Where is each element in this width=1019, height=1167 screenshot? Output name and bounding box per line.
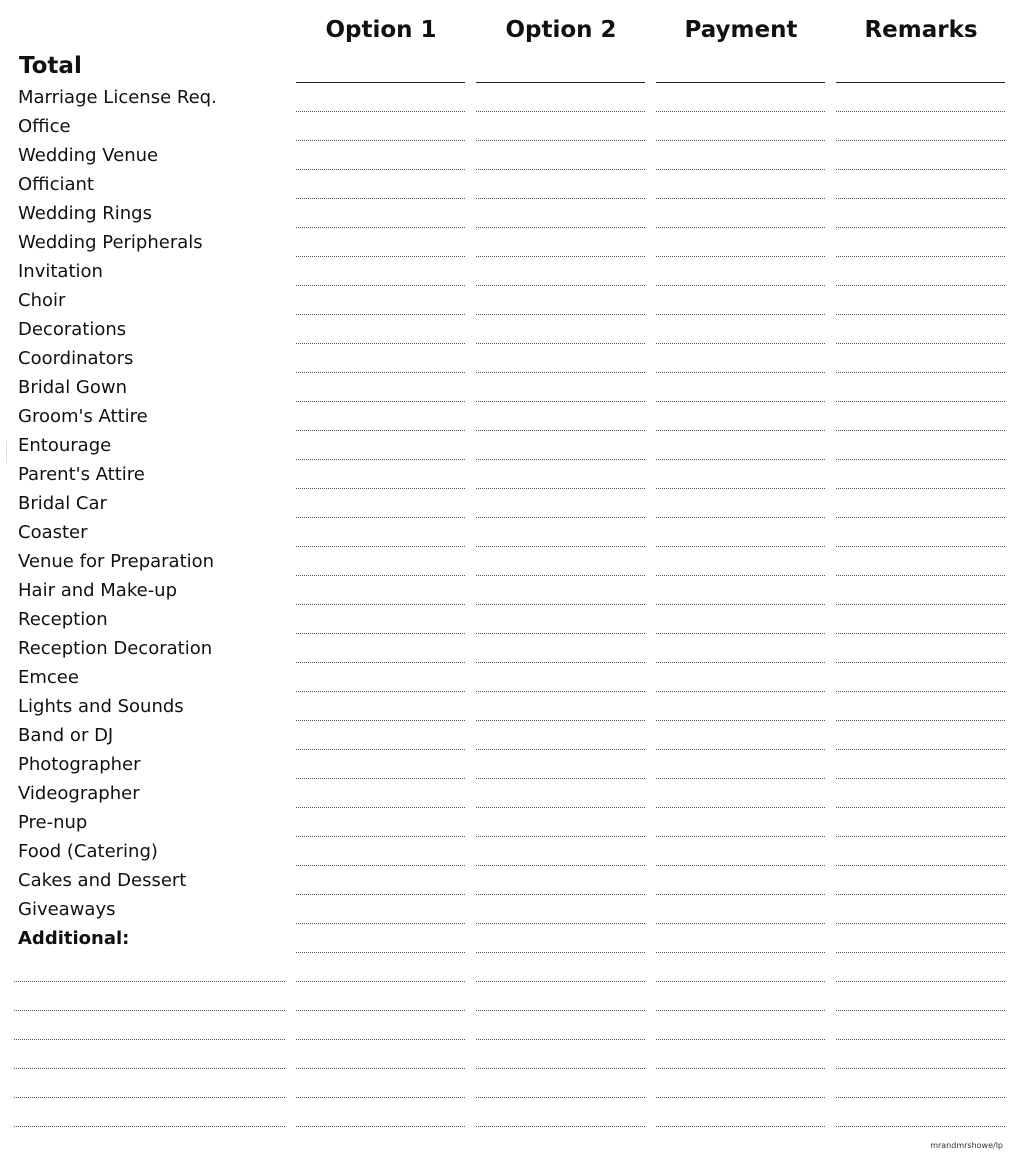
entry-line[interactable] — [656, 749, 825, 750]
entry-line[interactable] — [476, 111, 645, 112]
entry-line[interactable] — [476, 1068, 645, 1069]
entry-line[interactable] — [296, 198, 465, 199]
entry-line[interactable] — [296, 343, 465, 344]
item-label: Officiant — [18, 174, 94, 195]
entry-line[interactable] — [836, 1126, 1005, 1127]
item-label: Bridal Gown — [18, 377, 128, 398]
entry-line[interactable] — [836, 923, 1005, 924]
entry-line[interactable] — [656, 923, 825, 924]
entry-line[interactable] — [476, 1097, 645, 1098]
total-entry-line[interactable] — [476, 82, 645, 83]
entry-line[interactable] — [296, 314, 465, 315]
entry-line[interactable] — [296, 691, 465, 692]
entry-line[interactable] — [296, 1097, 465, 1098]
entry-line[interactable] — [836, 256, 1005, 257]
entry-line[interactable] — [836, 1039, 1005, 1040]
item-label: Entourage — [18, 435, 112, 456]
entry-line[interactable] — [476, 343, 645, 344]
entry-line[interactable] — [296, 575, 465, 576]
entry-line[interactable] — [656, 1126, 825, 1127]
item-label: Groom's Attire — [18, 406, 148, 427]
item-label: Wedding Rings — [18, 203, 152, 224]
entry-line[interactable] — [296, 401, 465, 402]
total-entry-line[interactable] — [836, 82, 1005, 83]
entry-line[interactable] — [836, 952, 1005, 953]
item-label: Parent's Attire — [18, 464, 145, 485]
item-label: Invitation — [18, 261, 103, 282]
additional-item-line[interactable] — [14, 981, 285, 982]
item-label: Coordinators — [18, 348, 134, 369]
entry-line[interactable] — [296, 430, 465, 431]
entry-line[interactable] — [296, 952, 465, 953]
entry-line[interactable] — [476, 836, 645, 837]
entry-line[interactable] — [656, 952, 825, 953]
item-label: Marriage License Req. — [18, 87, 217, 108]
entry-line[interactable] — [836, 981, 1005, 982]
item-label: Band or DJ — [18, 725, 114, 746]
entry-line[interactable] — [656, 430, 825, 431]
entry-line[interactable] — [656, 575, 825, 576]
column-header-option-1: Option 1 — [325, 17, 437, 43]
additional-item-line[interactable] — [14, 1039, 285, 1040]
entry-line[interactable] — [656, 517, 825, 518]
item-label: Coaster — [18, 522, 88, 543]
item-label: Office — [18, 116, 71, 137]
entry-line[interactable] — [656, 778, 825, 779]
item-label: Wedding Peripherals — [18, 232, 203, 253]
entry-line[interactable] — [656, 1010, 825, 1011]
entry-line[interactable] — [476, 807, 645, 808]
entry-line[interactable] — [296, 1039, 465, 1040]
entry-line[interactable] — [836, 575, 1005, 576]
entry-line[interactable] — [836, 604, 1005, 605]
entry-line[interactable] — [656, 546, 825, 547]
entry-line[interactable] — [476, 314, 645, 315]
item-label: Choir — [18, 290, 66, 311]
entry-line[interactable] — [296, 169, 465, 170]
additional-item-line[interactable] — [14, 1097, 285, 1098]
entry-line[interactable] — [296, 256, 465, 257]
entry-line[interactable] — [836, 401, 1005, 402]
entry-line[interactable] — [476, 488, 645, 489]
entry-line[interactable] — [476, 517, 645, 518]
entry-line[interactable] — [836, 459, 1005, 460]
entry-line[interactable] — [656, 169, 825, 170]
item-label: Lights and Sounds — [18, 696, 184, 717]
item-label: Bridal Car — [18, 493, 107, 514]
entry-line[interactable] — [656, 894, 825, 895]
entry-line[interactable] — [656, 633, 825, 634]
entry-line[interactable] — [656, 285, 825, 286]
column-header-remarks: Remarks — [864, 17, 978, 43]
total-label: Total — [19, 53, 82, 79]
total-entry-line[interactable] — [296, 82, 465, 83]
entry-line[interactable] — [476, 430, 645, 431]
entry-line[interactable] — [836, 720, 1005, 721]
entry-line[interactable] — [836, 633, 1005, 634]
entry-line[interactable] — [476, 372, 645, 373]
entry-line[interactable] — [836, 894, 1005, 895]
entry-line[interactable] — [296, 488, 465, 489]
entry-line[interactable] — [296, 633, 465, 634]
item-label: Venue for Preparation — [18, 551, 215, 572]
item-label: Reception — [18, 609, 108, 630]
item-label: Pre-nup — [18, 812, 88, 833]
column-header-option-2: Option 2 — [505, 17, 617, 43]
entry-line[interactable] — [476, 923, 645, 924]
entry-line[interactable] — [476, 662, 645, 663]
entry-line[interactable] — [836, 227, 1005, 228]
entry-line[interactable] — [476, 140, 645, 141]
entry-line[interactable] — [836, 662, 1005, 663]
entry-line[interactable] — [656, 662, 825, 663]
entry-line[interactable] — [836, 691, 1005, 692]
entry-line[interactable] — [836, 140, 1005, 141]
entry-line[interactable] — [476, 981, 645, 982]
additional-label: Additional: — [18, 928, 130, 949]
entry-line[interactable] — [836, 430, 1005, 431]
footer-credit: mrandmrshowe/lp — [930, 1141, 1003, 1150]
entry-line[interactable] — [296, 285, 465, 286]
item-label: Decorations — [18, 319, 127, 340]
entry-line[interactable] — [476, 749, 645, 750]
entry-line[interactable] — [836, 314, 1005, 315]
entry-line[interactable] — [476, 1039, 645, 1040]
entry-line[interactable] — [656, 691, 825, 692]
column-header-payment: Payment — [684, 17, 798, 43]
entry-line[interactable] — [836, 517, 1005, 518]
item-label: Food (Catering) — [18, 841, 158, 862]
entry-line[interactable] — [656, 1068, 825, 1069]
entry-line[interactable] — [476, 401, 645, 402]
entry-line[interactable] — [656, 488, 825, 489]
entry-line[interactable] — [656, 343, 825, 344]
entry-line[interactable] — [296, 372, 465, 373]
entry-line[interactable] — [296, 459, 465, 460]
item-label: Cakes and Dessert — [18, 870, 187, 891]
entry-line[interactable] — [296, 227, 465, 228]
entry-line[interactable] — [836, 1068, 1005, 1069]
entry-line[interactable] — [836, 836, 1005, 837]
entry-line[interactable] — [296, 1010, 465, 1011]
entry-line[interactable] — [476, 691, 645, 692]
entry-line[interactable] — [656, 140, 825, 141]
entry-line[interactable] — [656, 198, 825, 199]
entry-line[interactable] — [476, 256, 645, 257]
entry-line[interactable] — [296, 865, 465, 866]
entry-line[interactable] — [296, 662, 465, 663]
entry-line[interactable] — [476, 546, 645, 547]
entry-line[interactable] — [476, 285, 645, 286]
entry-line[interactable] — [836, 169, 1005, 170]
entry-line[interactable] — [656, 314, 825, 315]
entry-line[interactable] — [296, 894, 465, 895]
entry-line[interactable] — [476, 575, 645, 576]
entry-line[interactable] — [296, 1126, 465, 1127]
entry-line[interactable] — [296, 546, 465, 547]
entry-line[interactable] — [296, 981, 465, 982]
entry-line[interactable] — [476, 633, 645, 634]
entry-line[interactable] — [656, 1097, 825, 1098]
item-label: Reception Decoration — [18, 638, 213, 659]
entry-line[interactable] — [476, 720, 645, 721]
entry-line[interactable] — [476, 604, 645, 605]
entry-line[interactable] — [836, 1097, 1005, 1098]
entry-line[interactable] — [836, 1010, 1005, 1011]
entry-line[interactable] — [476, 1010, 645, 1011]
entry-line[interactable] — [656, 401, 825, 402]
entry-line[interactable] — [476, 865, 645, 866]
entry-line[interactable] — [656, 459, 825, 460]
entry-line[interactable] — [296, 749, 465, 750]
entry-line[interactable] — [296, 140, 465, 141]
entry-line[interactable] — [296, 517, 465, 518]
entry-line[interactable] — [836, 749, 1005, 750]
item-label: Wedding Venue — [18, 145, 159, 166]
entry-line[interactable] — [296, 923, 465, 924]
entry-line[interactable] — [656, 1039, 825, 1040]
entry-line[interactable] — [836, 111, 1005, 112]
entry-line[interactable] — [656, 865, 825, 866]
entry-line[interactable] — [476, 1126, 645, 1127]
entry-line[interactable] — [476, 459, 645, 460]
item-label: Videographer — [18, 783, 140, 804]
entry-line[interactable] — [836, 372, 1005, 373]
margin-mark — [6, 441, 7, 463]
entry-line[interactable] — [836, 285, 1005, 286]
additional-item-line[interactable] — [14, 1126, 285, 1127]
entry-line[interactable] — [296, 604, 465, 605]
item-label: Photographer — [18, 754, 141, 775]
additional-item-line[interactable] — [14, 1068, 285, 1069]
entry-line[interactable] — [296, 1068, 465, 1069]
entry-line[interactable] — [296, 778, 465, 779]
item-label: Hair and Make-up — [18, 580, 178, 601]
additional-item-line[interactable] — [14, 1010, 285, 1011]
entry-line[interactable] — [656, 981, 825, 982]
entry-line[interactable] — [656, 372, 825, 373]
entry-line[interactable] — [836, 343, 1005, 344]
entry-line[interactable] — [836, 546, 1005, 547]
entry-line[interactable] — [476, 227, 645, 228]
entry-line[interactable] — [476, 778, 645, 779]
entry-line[interactable] — [836, 865, 1005, 866]
entry-line[interactable] — [836, 778, 1005, 779]
entry-line[interactable] — [656, 111, 825, 112]
entry-line[interactable] — [656, 604, 825, 605]
total-entry-line[interactable] — [656, 82, 825, 83]
entry-line[interactable] — [656, 807, 825, 808]
entry-line[interactable] — [836, 198, 1005, 199]
entry-line[interactable] — [656, 836, 825, 837]
entry-line[interactable] — [476, 169, 645, 170]
entry-line[interactable] — [836, 488, 1005, 489]
entry-line[interactable] — [656, 227, 825, 228]
item-label: Emcee — [18, 667, 79, 688]
entry-line[interactable] — [656, 720, 825, 721]
entry-line[interactable] — [476, 952, 645, 953]
entry-line[interactable] — [296, 111, 465, 112]
entry-line[interactable] — [296, 720, 465, 721]
entry-line[interactable] — [296, 807, 465, 808]
item-label: Giveaways — [18, 899, 116, 920]
entry-line[interactable] — [476, 198, 645, 199]
entry-line[interactable] — [656, 256, 825, 257]
entry-line[interactable] — [296, 836, 465, 837]
entry-line[interactable] — [476, 894, 645, 895]
entry-line[interactable] — [836, 807, 1005, 808]
